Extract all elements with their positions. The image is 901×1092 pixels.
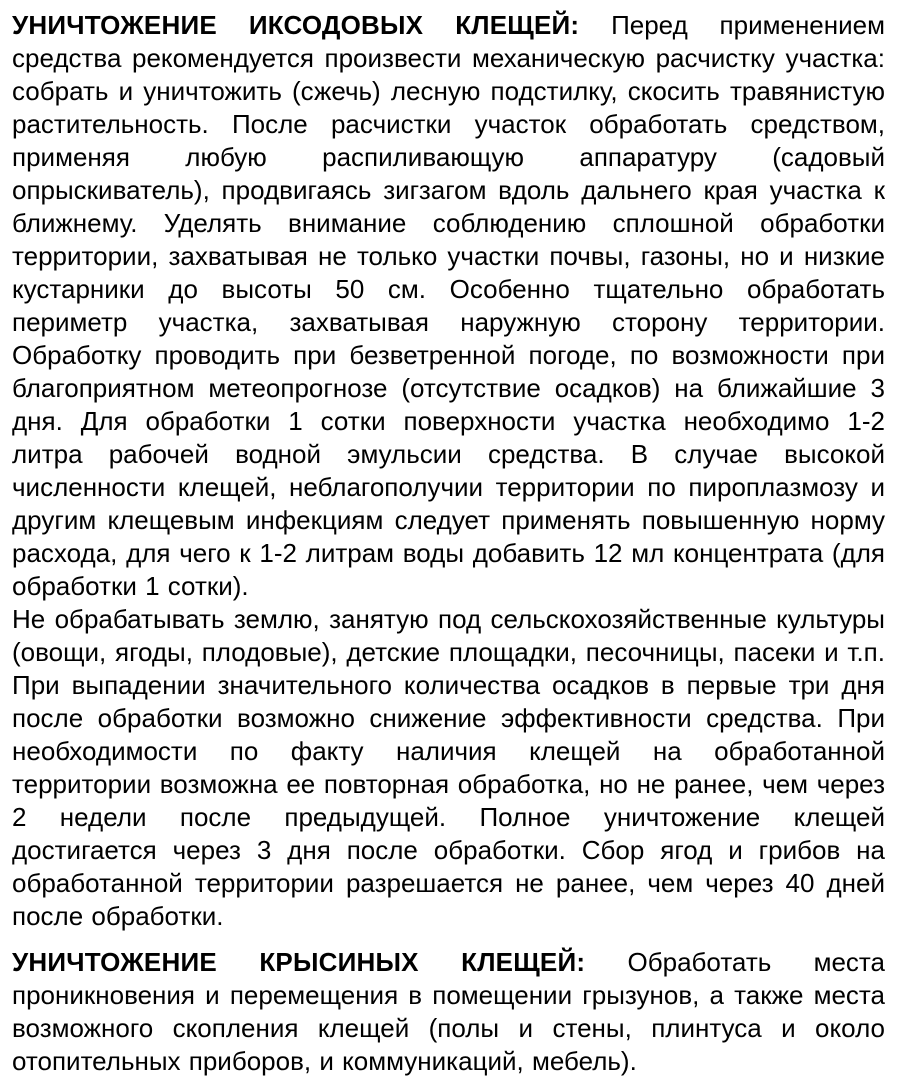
section-ixodid-ticks-text: Перед применением средства рекомендуется произвести механическую расчистку участка: собрать и уничтожить (сжечь) лесную подстилку, скосить травянистую растительность. После расчистки участок обработать средством, применяя любую распиливающую аппаратуру (садовый опрыскиватель), продвигаясь зигзагом вдоль дальнего края участка к ближнему. Уделять внимание соблюдению сплошной обработки территории, захватывая не только участки почвы, газоны, но и низкие кустарники до высоты 50 см. Особенно тщательно обработать периметр участка, захватывая наружную сторону территории. Обработку проводить при безветренной погоде, по возможности при благоприятном метеопрогнозе (отсутствие осадков) на ближайшие 3 дня. Для обработки 1 сотки поверхности участка необходимо 1-2 литра рабочей водной эмульсии средства. В случае высокой численности клещей, неблагополучии территории по пироплазмозу и другим клещевым инфекциям следует применять повышенную норму расхода, для чего к 1-2 литрам воды добавить 12 мл концентрата (для обработки 1 сотки). [12, 10, 885, 601]
section-rat-mites-text: Обработать места проникновения и перемещения в помещении грызунов, а также места возможного скопления клещей (полы и стены, плинтуса и около отопительных приборов, и коммуникаций, мебель). [12, 947, 885, 1076]
section-ixodid-ticks-header: УНИЧТОЖЕНИЕ ИКСОДОВЫХ КЛЕЩЕЙ: [12, 10, 580, 40]
section-rat-mites-paragraph [12, 946, 885, 1078]
section-ixodid-ticks-paragraph-2: Не обрабатывать землю, занятую под сельскохозяйственные культуры (овощи, ягоды, плодовые), детские площадки, песочницы, пасеки и т.п. При выпадении значительного количества осадков в первые три дня после обработки возможно снижение эффективности средства. При необходимости по факту наличия клещей на обработанной территории возможна ее повторная обработка, но не ранее, чем через 2 недели после предыдущей. Полное уничтожение клещей достигается через 3 дня после обработки. Сбор ягод и грибов на обработанной территории разрешается не ранее, чем через 40 дней после обработки. [12, 604, 885, 931]
section-rat-mites-header: УНИЧТОЖЕНИЕ КРЫСИНЫХ КЛЕЩЕЙ: [12, 947, 586, 977]
section-ixodid-ticks-paragraph-1 [12, 9, 885, 603]
